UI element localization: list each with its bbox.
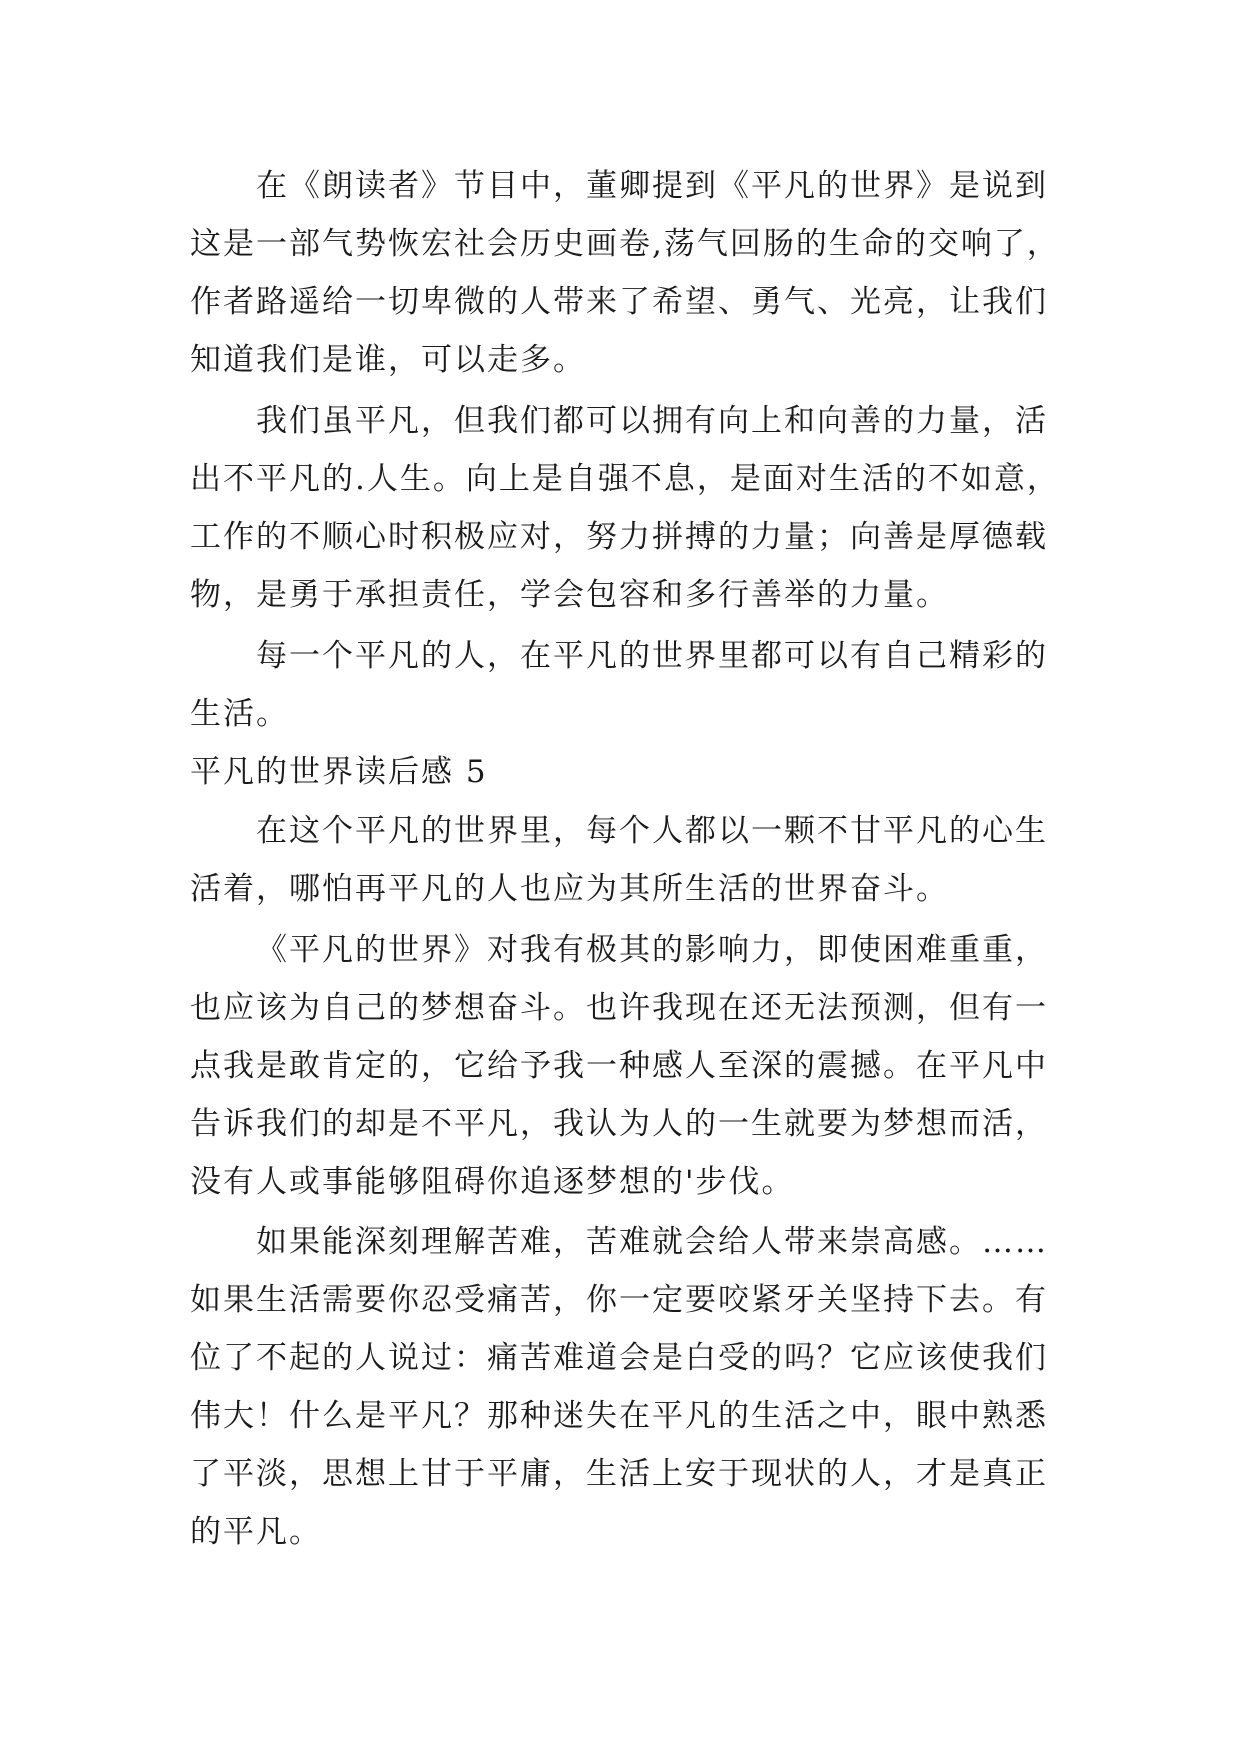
paragraph-1-line-1: 在《朗读者》节目中，董卿提到《平凡的世界》是说到: [256, 168, 1048, 204]
paragraph-6-line-1: 如果能深刻理解苦难，苦难就会给人带来崇高感。……: [256, 1224, 1048, 1260]
paragraph-3-line-1: 每一个平凡的人，在平凡的世界里都可以有自己精彩的: [256, 638, 1048, 674]
paragraph-6-line-4: 伟大！什么是平凡？那种迷失在平凡的生活之中，眼中熟悉: [190, 1398, 1048, 1434]
paragraph-5-line-5: 没有人或事能够阻碍你追逐梦想的'步伐。: [190, 1164, 795, 1200]
paragraph-3-line-2: 生活。: [190, 696, 289, 732]
paragraph-2-line-3: 工作的不顺心时积极应对，努力拼搏的力量；向善是厚德载: [190, 519, 1048, 555]
paragraph-6-line-2: 如果生活需要你忍受痛苦，你一定要咬紧牙关坚持下去。有: [190, 1282, 1048, 1318]
paragraph-6-line-5: 了平淡，思想上甘于平庸，生活上安于现状的人，才是真正: [190, 1456, 1048, 1492]
paragraph-1-line-2: 这是一部气势恢宏社会历史画卷,荡气回肠的生命的交响了，: [190, 226, 1060, 262]
paragraph-5-line-2: 也应该为自己的梦想奋斗。也许我现在还无法预测，但有一: [190, 990, 1048, 1026]
paragraph-4-line-2: 活着，哪怕再平凡的人也应为其所生活的世界奋斗。: [190, 871, 949, 907]
paragraph-6-line-3: 位了不起的人说过：痛苦难道会是白受的吗？它应该使我们: [190, 1340, 1048, 1376]
paragraph-6-line-6: 的平凡。: [190, 1514, 322, 1550]
paragraph-5-line-3: 点我是敢肯定的，它给予我一种感人至深的震撼。在平凡中: [190, 1048, 1048, 1084]
paragraph-5-line-1: 《平凡的世界》对我有极其的影响力，即使困难重重，: [256, 932, 1048, 968]
paragraph-5-line-4: 告诉我们的却是不平凡，我认为人的一生就要为梦想而活，: [190, 1106, 1048, 1142]
paragraph-1-line-4: 知道我们是谁，可以走多。: [190, 342, 586, 378]
paragraph-2-line-1: 我们虽平凡，但我们都可以拥有向上和向善的力量，活: [256, 403, 1048, 439]
paragraph-4-line-1: 在这个平凡的世界里，每个人都以一颗不甘平凡的心生: [256, 813, 1048, 849]
paragraph-1-line-3: 作者路遥给一切卑微的人带来了希望、勇气、光亮，让我们: [190, 284, 1048, 320]
paragraph-2-line-4: 物，是勇于承担责任，学会包容和多行善举的力量。: [190, 577, 949, 613]
section-heading: 平凡的世界读后感 5: [190, 754, 488, 790]
paragraph-2-line-2: 出不平凡的.人生。向上是自强不息，是面对生活的不如意，: [190, 461, 1060, 497]
